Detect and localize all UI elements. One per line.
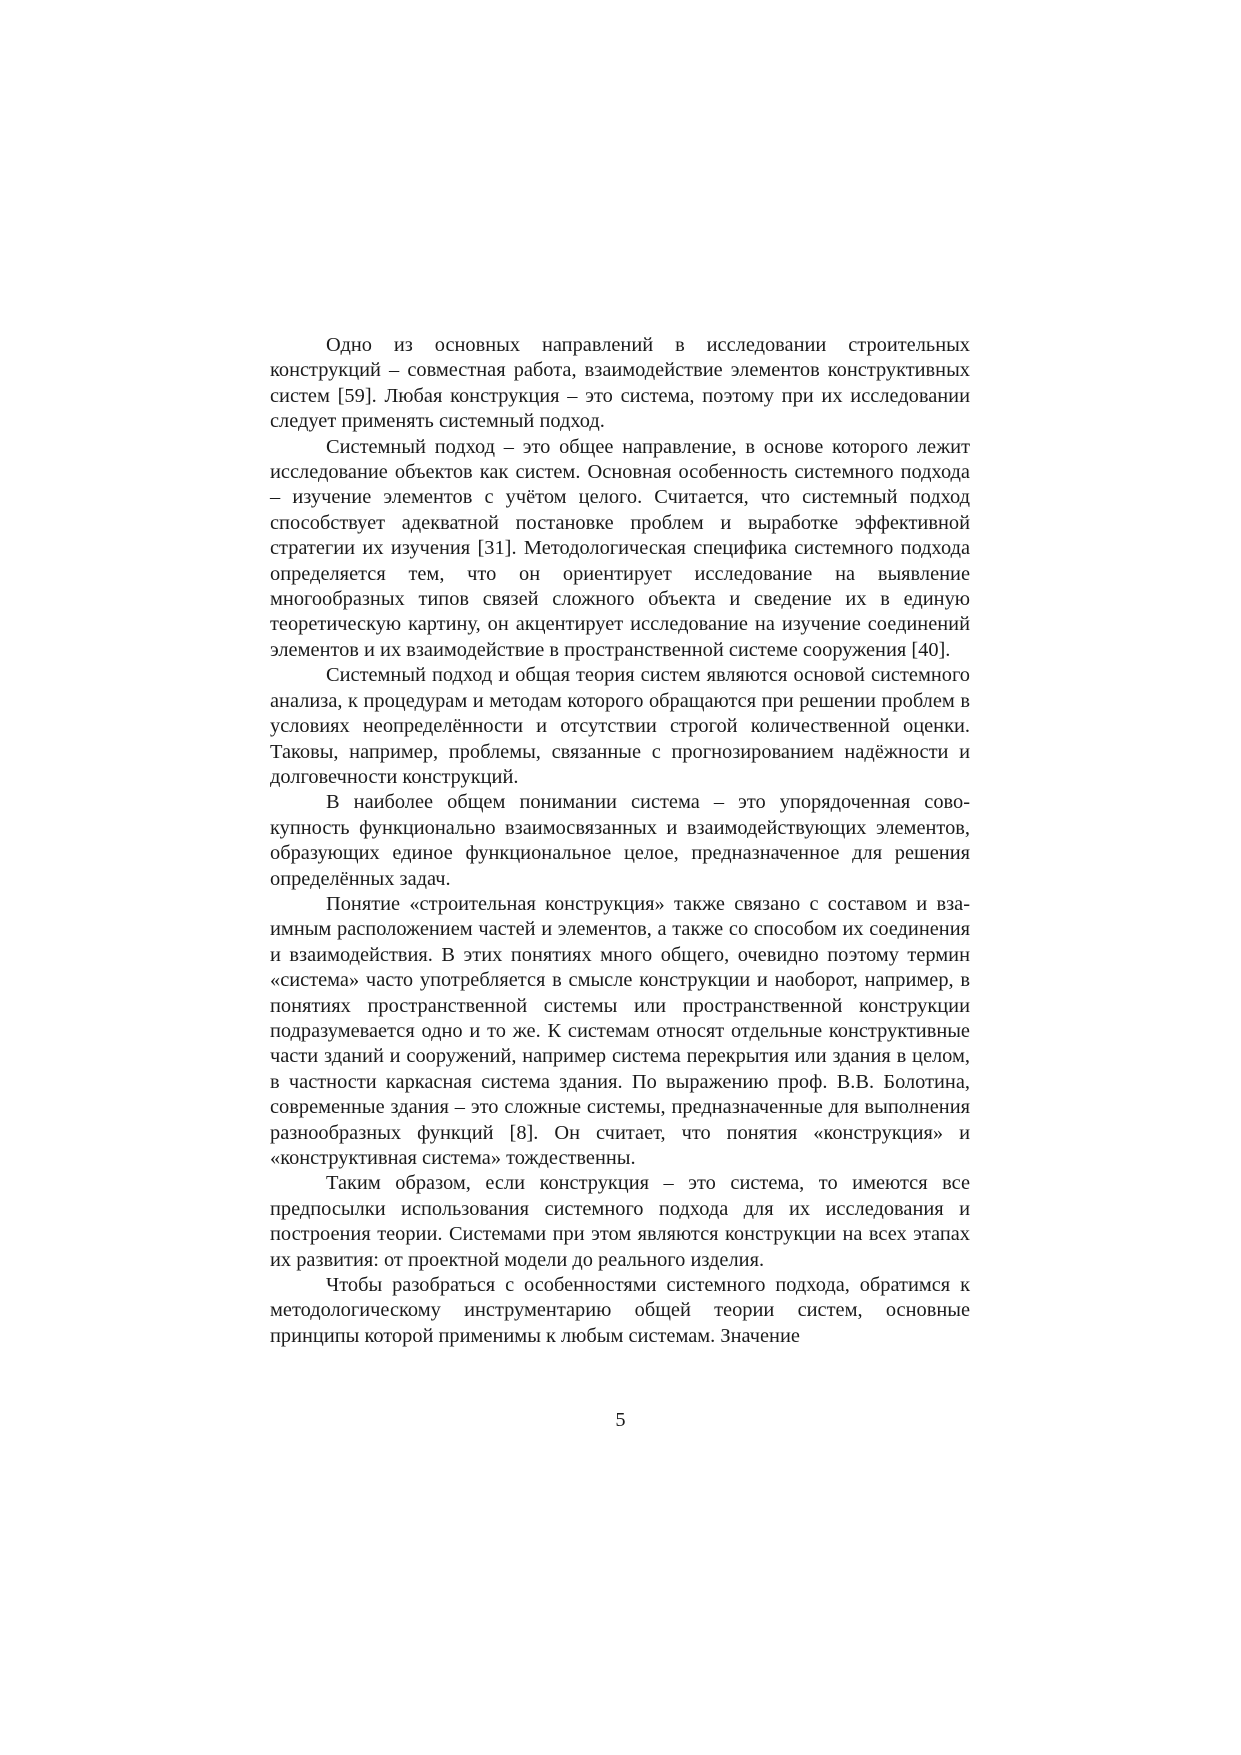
paragraph-5: Понятие «строительная конструкция» также связано с составом и взаимным расположением частей и элементов, а также со способом их соединения и взаимодействия. В этих понятиях много общего, очевидно поэтому термин «система» часто употребляется в смысле конструкции и наоборот, например, в понятиях пространственной системы или пространственной конструкции подразумевается одно и то же. К системам относят отдельные конструктивные части зданий и сооружений, например система перекрытия или здания в целом, в частности каркасная система здания. По выражению проф. В.В. Болотина, современные здания – это сложные системы, предназначенные для выполнения разнообразных функций [8]. Он считает, что понятия «конструкция» и «конструктивная система» тождественны. <box>270 892 970 1169</box>
paragraph-3: Системный подход и общая теория систем являются основой системного анализа, к процедурам и методам которого обращаются при решении проблем в условиях неопределённости и отсутствии строгой количественной оценки. Таковы, например, проблемы, связанные с прогнозированием надёжности и долговечности конструкций. <box>270 664 970 788</box>
paragraph-6: Таким образом, если конструкция – это система, то имеются все предпосылки использования системного подхода для их исследования и построения теории. Системами при этом являются конструкции на всех этапах их развития: от проектной модели до реального изделия. <box>270 1172 970 1271</box>
body-text <box>270 333 970 1349</box>
paragraph-7: Чтобы разобраться с особенностями системного подхода, обратимся к методологическому инструментарию общей теории систем, основные принципы которой применимы к любым системам. Значение <box>270 1274 970 1347</box>
paragraph-4: В наиболее общем понимании система – это упорядоченная совокупность функционально взаимосвязанных и взаимодействующих элементов, образующих единое функциональное целое, предназначенное для решения определённых задач. <box>270 791 970 890</box>
page-number: 5 <box>615 1409 626 1431</box>
paragraph-2: Системный подход – это общее направление, в основе которого лежит исследование объектов как систем. Основная особенность системного подхода – изучение элементов с учётом целого. Считается, что системный подход способствует адекватной постановке проблем и выработке эффективной стратегии их изучения [31]. Методологическая специфика системного подхода определяется тем, что он ориентирует исследование на выявление многообразных типов связей сложного объекта и сведение их в единую теоретическую картину, он акцентирует исследование на изучение соединений элементов и их взаимодействие в пространственной системе сооружения [40]. <box>270 435 970 661</box>
paragraph-1: Одно из основных направлений в исследовании строительных конструкций – совместная работа, взаимодействие элементов конструктивных систем [59]. Любая конструкция – это система, поэтому при их исследовании следует применять системный подход. <box>270 334 970 433</box>
